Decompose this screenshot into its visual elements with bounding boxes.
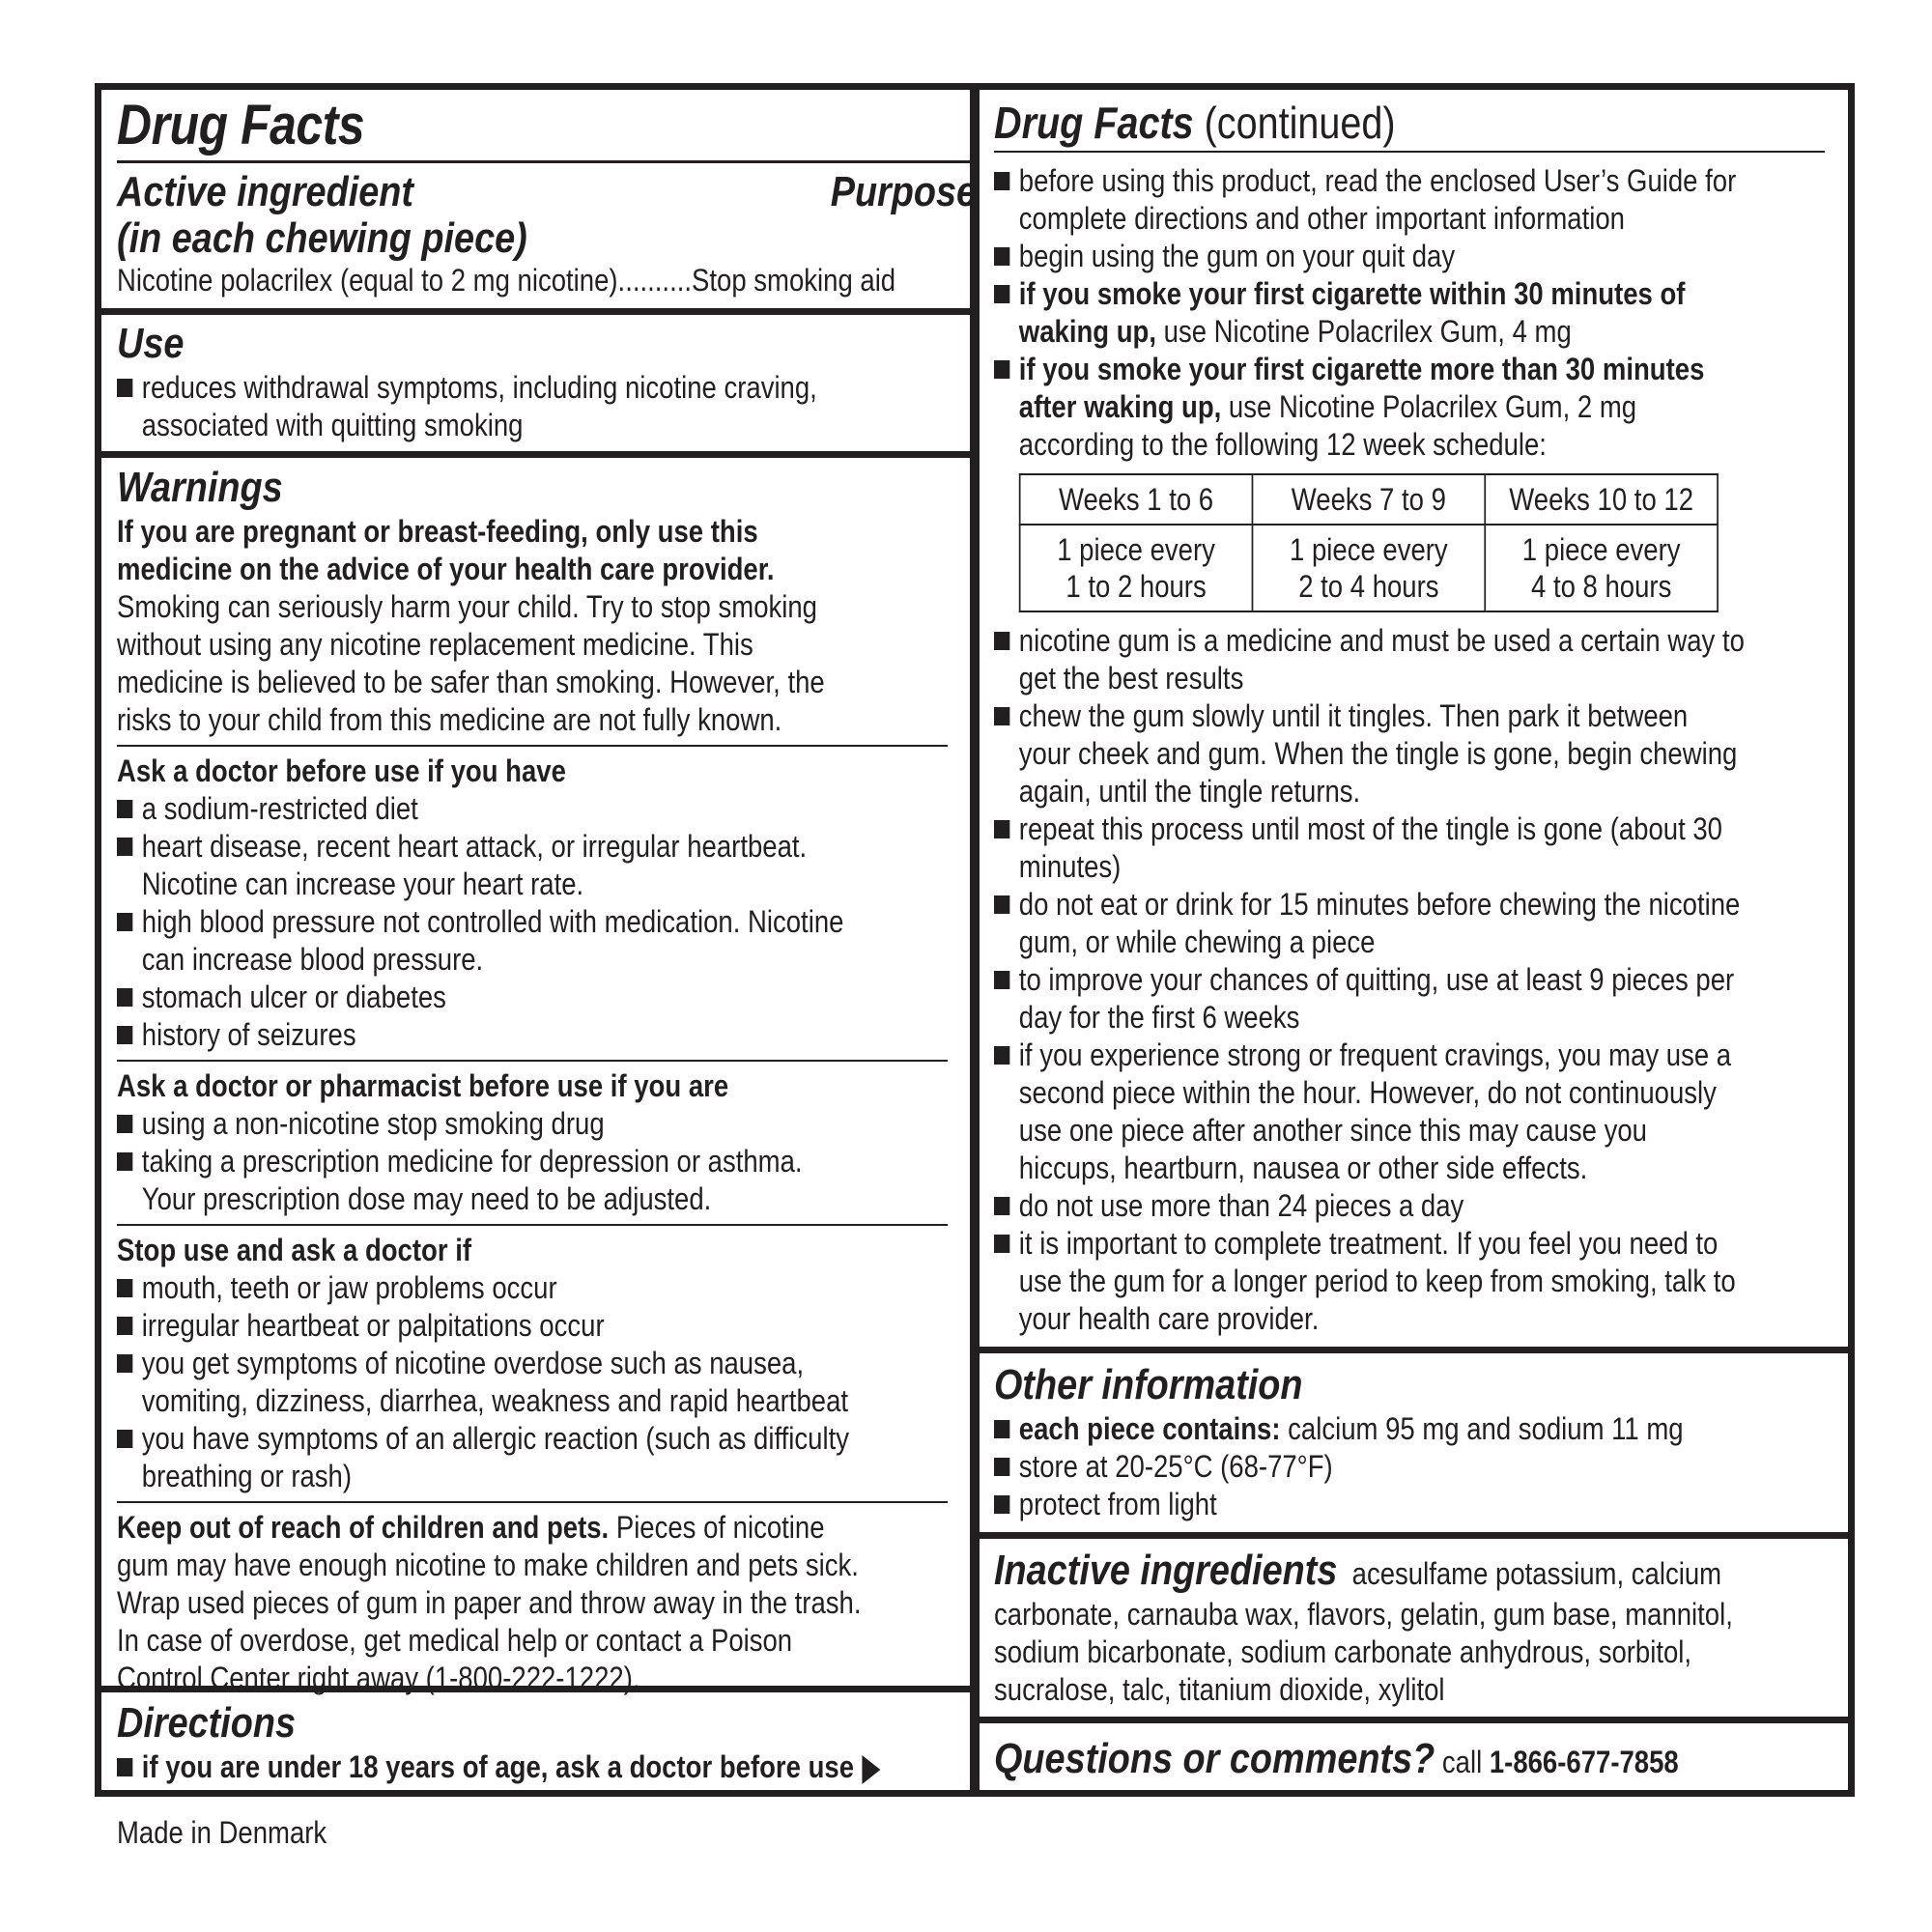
directions-section [117, 1698, 977, 1786]
warnings-section [117, 463, 977, 1697]
questions-heading: Questions or comments? [994, 1735, 1435, 1782]
section-bar [974, 1532, 1855, 1539]
list-item: to improve your chances of quitting, use at least 9 pieces per day for the first 6 weeks [994, 961, 1746, 1037]
call-label: call [1435, 1745, 1490, 1779]
list-item: you have symptoms of an allergic reaction (such as difficulty breathing or rash) [117, 1420, 856, 1495]
active-ingredient-panel [117, 95, 977, 299]
made-in-label: Made in Denmark [117, 1815, 327, 1850]
list-item: if you smoke your first cigarette more than 30 minutes after waking up, use Nicotine Polacrilex Gum, 2 mg according to the following 12 week schedule: [994, 351, 1742, 464]
list-item: reduces withdrawal symptoms, including nicotine craving, associated with quitting smoking [117, 369, 977, 444]
inactive-ingredients-section [994, 1546, 1858, 1709]
stop-use-heading: Stop use and ask a doctor if [117, 1233, 472, 1267]
section-bar [95, 451, 977, 458]
list-item: do not use more than 24 pieces a day [994, 1187, 1746, 1225]
table-cell: 1 piece every 2 to 4 hours [1252, 525, 1485, 611]
list-item: high blood pressure not controlled with medication. Nicotine can increase blood pressure. [117, 903, 856, 979]
rule [117, 1060, 948, 1062]
phone-number: 1-866-677-7858 [1489, 1745, 1679, 1779]
continue-arrow-icon [863, 1755, 881, 1784]
table-header-cell: Weeks 7 to 9 [1252, 474, 1485, 525]
list-item: mouth, teeth or jaw problems occur [117, 1269, 856, 1307]
keep-out-of-reach: Keep out of reach of children and pets. Pieces of nicotine gum may have enough nicotine to make children and pets sick. Wrap used pieces of gum in paper and throw away in the trash. In case of overdose, get medical help or contact a Poison Control Center right away (1-800-222-1222). [117, 1510, 862, 1695]
bullet-icon [117, 379, 132, 397]
warnings-heading: Warnings [117, 464, 283, 511]
list-item: a sodium-restricted diet [117, 790, 856, 828]
table-header-cell: Weeks 10 to 12 [1485, 474, 1718, 525]
list-item: protect from light [994, 1486, 1858, 1523]
rule [117, 1501, 948, 1503]
use-heading: Use [117, 320, 185, 367]
list-item: repeat this process until most of the tingle is gone (about 30 minutes) [994, 810, 1746, 886]
list-item: begin using the gum on your quit day [994, 238, 1742, 275]
list-item: taking a prescription medicine for depression or asthma. Your prescription dose may need to be adjusted. [117, 1143, 856, 1218]
rule [117, 1224, 948, 1226]
use-section [117, 319, 977, 444]
list-item: if you experience strong or frequent cravings, you may use a second piece within the hour. However, do not continuously use one piece after another since this may cause you hiccups, heartburn, nausea or other side effects. [994, 1037, 1746, 1187]
list-item: stomach ulcer or diabetes [117, 979, 856, 1016]
list-item: chew the gum slowly until it tingles. Then park it between your cheek and gum. When the tingle is gone, begin chewing again, until the tingle returns. [994, 697, 1746, 810]
section-bar [95, 308, 977, 315]
table-cell: 1 piece every 1 to 2 hours [1020, 525, 1253, 611]
drug-facts-title: Drug Facts [117, 94, 365, 156]
list-item: you get symptoms of nicotine overdose such as nausea, vomiting, dizziness, diarrhea, weakness and rapid heartbeat [117, 1345, 856, 1420]
rule [117, 745, 948, 747]
rule [117, 160, 977, 163]
table-cell: 1 piece every 4 to 8 hours [1485, 525, 1718, 611]
purpose-heading: Purpose [830, 168, 978, 215]
section-bar [974, 1717, 1855, 1723]
list-item: history of seizures [117, 1016, 856, 1054]
list-item: each piece contains: calcium 95 mg and sodium 11 mg [994, 1410, 1858, 1448]
rule [994, 151, 1825, 153]
active-ingredient-line: Nicotine polacrilex (equal to 2 mg nicotine)..........Stop smoking aid [117, 263, 896, 298]
dosage-schedule-table [1019, 473, 1719, 612]
questions-section [994, 1734, 1858, 1784]
list-item: if you smoke your first cigarette within 30 minutes of waking up, use Nicotine Polacrilex Gum, 4 mg [994, 275, 1742, 351]
list-item: if you are under 18 years of age, ask a doctor before use [117, 1748, 977, 1786]
other-information-heading: Other information [994, 1361, 1303, 1408]
other-information-section [994, 1360, 1858, 1523]
directions-continued-panel [994, 97, 1858, 1338]
list-item: irregular heartbeat or palpitations occur [117, 1307, 856, 1345]
directions-heading: Directions [117, 1699, 297, 1747]
list-item: nicotine gum is a medicine and must be used a certain way to get the best results [994, 622, 1746, 697]
ask-doctor-heading: Ask a doctor before use if you have [117, 753, 566, 788]
ask-pharmacist-heading: Ask a doctor or pharmacist before use if you are [117, 1068, 729, 1103]
list-item: heart disease, recent heart attack, or irregular heartbeat. Nicotine can increase your heart rate. [117, 828, 856, 903]
list-item: do not eat or drink for 15 minutes before chewing the nicotine gum, or while chewing a piece [994, 886, 1746, 961]
inactive-ingredients-text: acesulfame potassium, calcium carbonate, carnauba wax, flavors, gelatin, gum base, mannitol, sodium bicarbonate, sodium carbonate anhydrous, sorbitol, sucralose, talc, titanium dioxide, xylitol [994, 1556, 1733, 1707]
list-item: before using this product, read the enclosed User’s Guide for complete directions and other important information [994, 162, 1742, 238]
pregnancy-warning: If you are pregnant or breast-feeding, only use this medicine on the advice of your health care provider. Smoking can seriously harm your child. Try to stop smoking without using any nicotine replacement medicine. This medicine is believed to be safer than smoking. However, the risks to your child from this medicine are not fully known. [117, 514, 825, 737]
inactive-ingredients-heading: Inactive ingredients [994, 1547, 1338, 1594]
list-item: store at 20-25°C (68-77°F) [994, 1448, 1858, 1486]
list-item: it is important to complete treatment. If you feel you need to use the gum for a longer period to keep from smoking, talk to your health care provider. [994, 1225, 1746, 1338]
table-header-cell: Weeks 1 to 6 [1020, 474, 1253, 525]
active-ingredient-heading: Active ingredient [117, 168, 413, 215]
drug-facts-continued-title: Drug Facts (continued) [994, 98, 1396, 148]
list-item: using a non-nicotine stop smoking drug [117, 1105, 856, 1143]
active-ingredient-subheading: (in each chewing piece) [117, 214, 527, 262]
section-bar [974, 1347, 1855, 1353]
